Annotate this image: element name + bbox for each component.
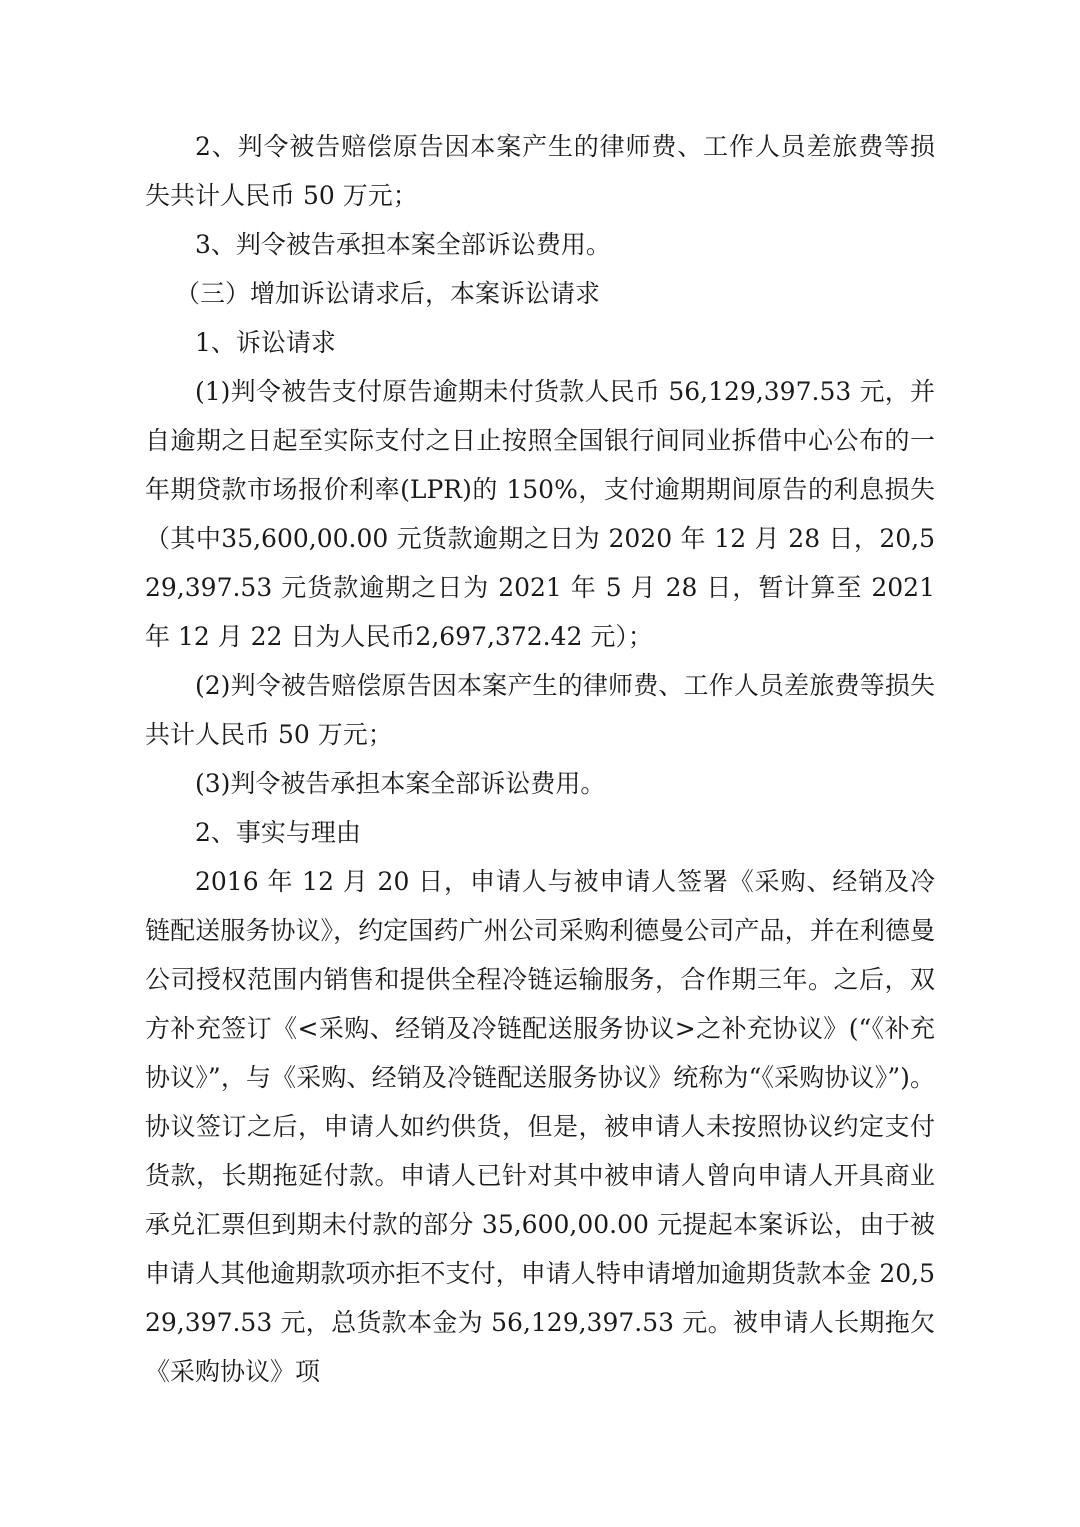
paragraph-claim-2-attorney-fees: 2、判令被告赔偿原告因本案产生的律师费、工作人员差旅费等损失共计人民币 50 万元； [145,132,935,210]
paragraph-claim-1-payment-interest: (1)判令被告支付原告逾期未付货款人民币 56,129,397.53 元，并自逾期之日起至实际支付之日止按照全国银行间同业拆借中心公布的一年期贷款市场报价利率(LPR)的 150%，支付逾期期间原告的利息损失（其中35,600,00.00 元货款逾期之日为 2020 年 12 月 28 日，20,529,397.53 元货款逾期之日为 2021 年 5 月 28 日，暂计算至 2021 年 12 月 22 日为人民币2,697,372.42 元）； [145,377,935,651]
paragraph-claim-3-litigation-costs-amended: (3)判令被告承担本案全部诉讼费用。 [195,769,606,798]
paragraph-claim-2-attorney-fees-amended: (2)判令被告赔偿原告因本案产生的律师费、工作人员差旅费等损失共计人民币 50 万元； [145,671,935,749]
subheading-claims: 1、诉讼请求 [195,328,336,357]
subheading-facts-and-reasons: 2、事实与理由 [195,818,361,847]
paragraph-claim-3-litigation-costs: 3、判令被告承担本案全部诉讼费用。 [195,230,611,259]
document-body [145,122,935,1396]
paragraph-facts: 2016 年 12 月 20 日，申请人与被申请人签署《采购、经销及冷链配送服务协议》，约定国药广州公司采购利德曼公司产品，并在利德曼公司授权范围内销售和提供全程冷链运输服务，合作期三年。之后，双方补充签订《<采购、经销及冷链配送服务协议>之补充协议》(“《补充协议》”，与《采购、经销及冷链配送服务协议》统称为“《采购协议》”)。协议签订之后，申请人如约供货，但是，被申请人未按照协议约定支付货款，长期拖延付款。申请人已针对其中被申请人曾向申请人开具商业承兑汇票但到期未付款的部分 35,600,00.00 元提起本案诉讼，由于被申请人其他逾期款项亦拒不支付，申请人特申请增加逾期货款本金 20,529,397.53 元，总货款本金为 56,129,397.53 元。被申请人长期拖欠《采购协议》项 [145,867,935,1386]
section-heading-amended-claims: （三）增加诉讼请求后，本案诉讼请求 [175,279,601,308]
